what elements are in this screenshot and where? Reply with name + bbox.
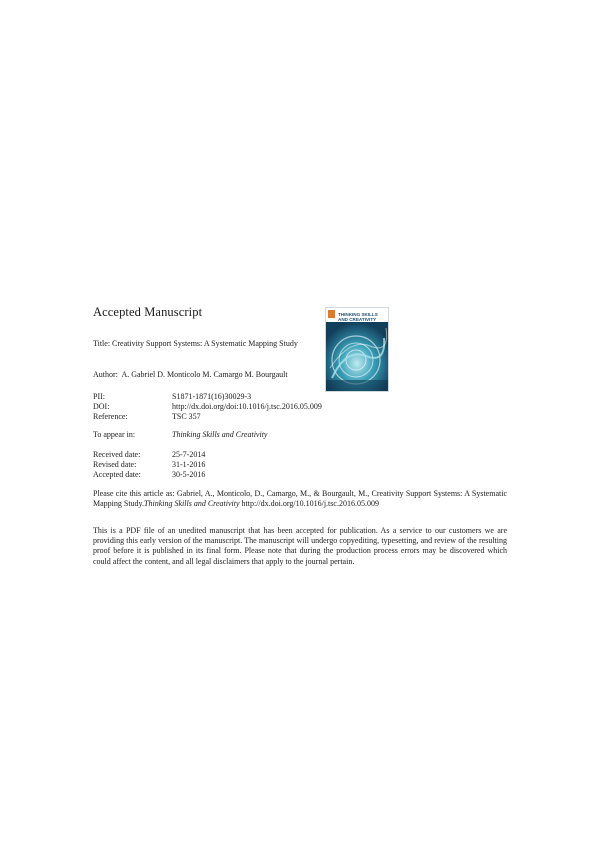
received-date-value: 25-7-2014 bbox=[172, 450, 206, 459]
doi-label: DOI: bbox=[93, 402, 110, 411]
citation-prefix: Please cite this article as: Gabriel, A., Monticolo, D., Camargo, M., & Bourgault, M., Creativity Support Systems: A Systematic Mapping Study. bbox=[93, 489, 507, 509]
article-authors bbox=[93, 370, 288, 380]
pii-label: PII: bbox=[93, 392, 105, 401]
cover-journal-line-1: THINKING SKILLS bbox=[338, 312, 378, 317]
citation-paragraph bbox=[93, 489, 507, 509]
cover-journal-line-2: AND CREATIVITY bbox=[338, 317, 377, 322]
pii-value: S1871-1871(16)30029-3 bbox=[172, 392, 252, 401]
reference-value: TSC 357 bbox=[172, 412, 201, 421]
cover-art-icon bbox=[326, 308, 388, 391]
title-text: Creativity Support Systems: A Systematic Mapping Study bbox=[112, 339, 298, 348]
page-heading: Accepted Manuscript bbox=[93, 305, 203, 319]
author-text: A. Gabriel D. Monticolo M. Camargo M. Bourgault bbox=[121, 370, 288, 379]
citation-doi: http://dx.doi.org/10.1016/j.tsc.2016.05.009 bbox=[239, 499, 379, 509]
accepted-date-label: Accepted date: bbox=[93, 470, 141, 479]
appear-label: To appear in: bbox=[93, 430, 136, 439]
article-title bbox=[93, 339, 318, 349]
author-label: Author: bbox=[93, 370, 118, 379]
title-label: Title: bbox=[93, 339, 111, 348]
accepted-date-value: 30-5-2016 bbox=[172, 470, 206, 479]
citation-journal: Thinking Skills and Creativity bbox=[144, 499, 240, 509]
appear-value: Thinking Skills and Creativity bbox=[172, 430, 268, 439]
disclaimer-paragraph: This is a PDF file of an unedited manuscript that has been accepted for publication. As a service to our customers we are providing this early version of the manuscript. The manuscript will undergo copyediting, typesetting, and review of the resulting proof before it is published in its final form. Please note that during the production process errors may be discovered which could affect the content, and all legal disclaimers that apply to the journal pertain. bbox=[93, 526, 507, 566]
revised-date-label: Revised date: bbox=[93, 460, 137, 469]
doi-value: http://dx.doi.org/doi:10.1016/j.tsc.2016.05.009 bbox=[172, 402, 322, 411]
revised-date-value: 31-1-2016 bbox=[172, 460, 206, 469]
journal-cover-image bbox=[325, 307, 389, 392]
reference-label: Reference: bbox=[93, 412, 128, 421]
received-date-label: Received date: bbox=[93, 450, 141, 459]
